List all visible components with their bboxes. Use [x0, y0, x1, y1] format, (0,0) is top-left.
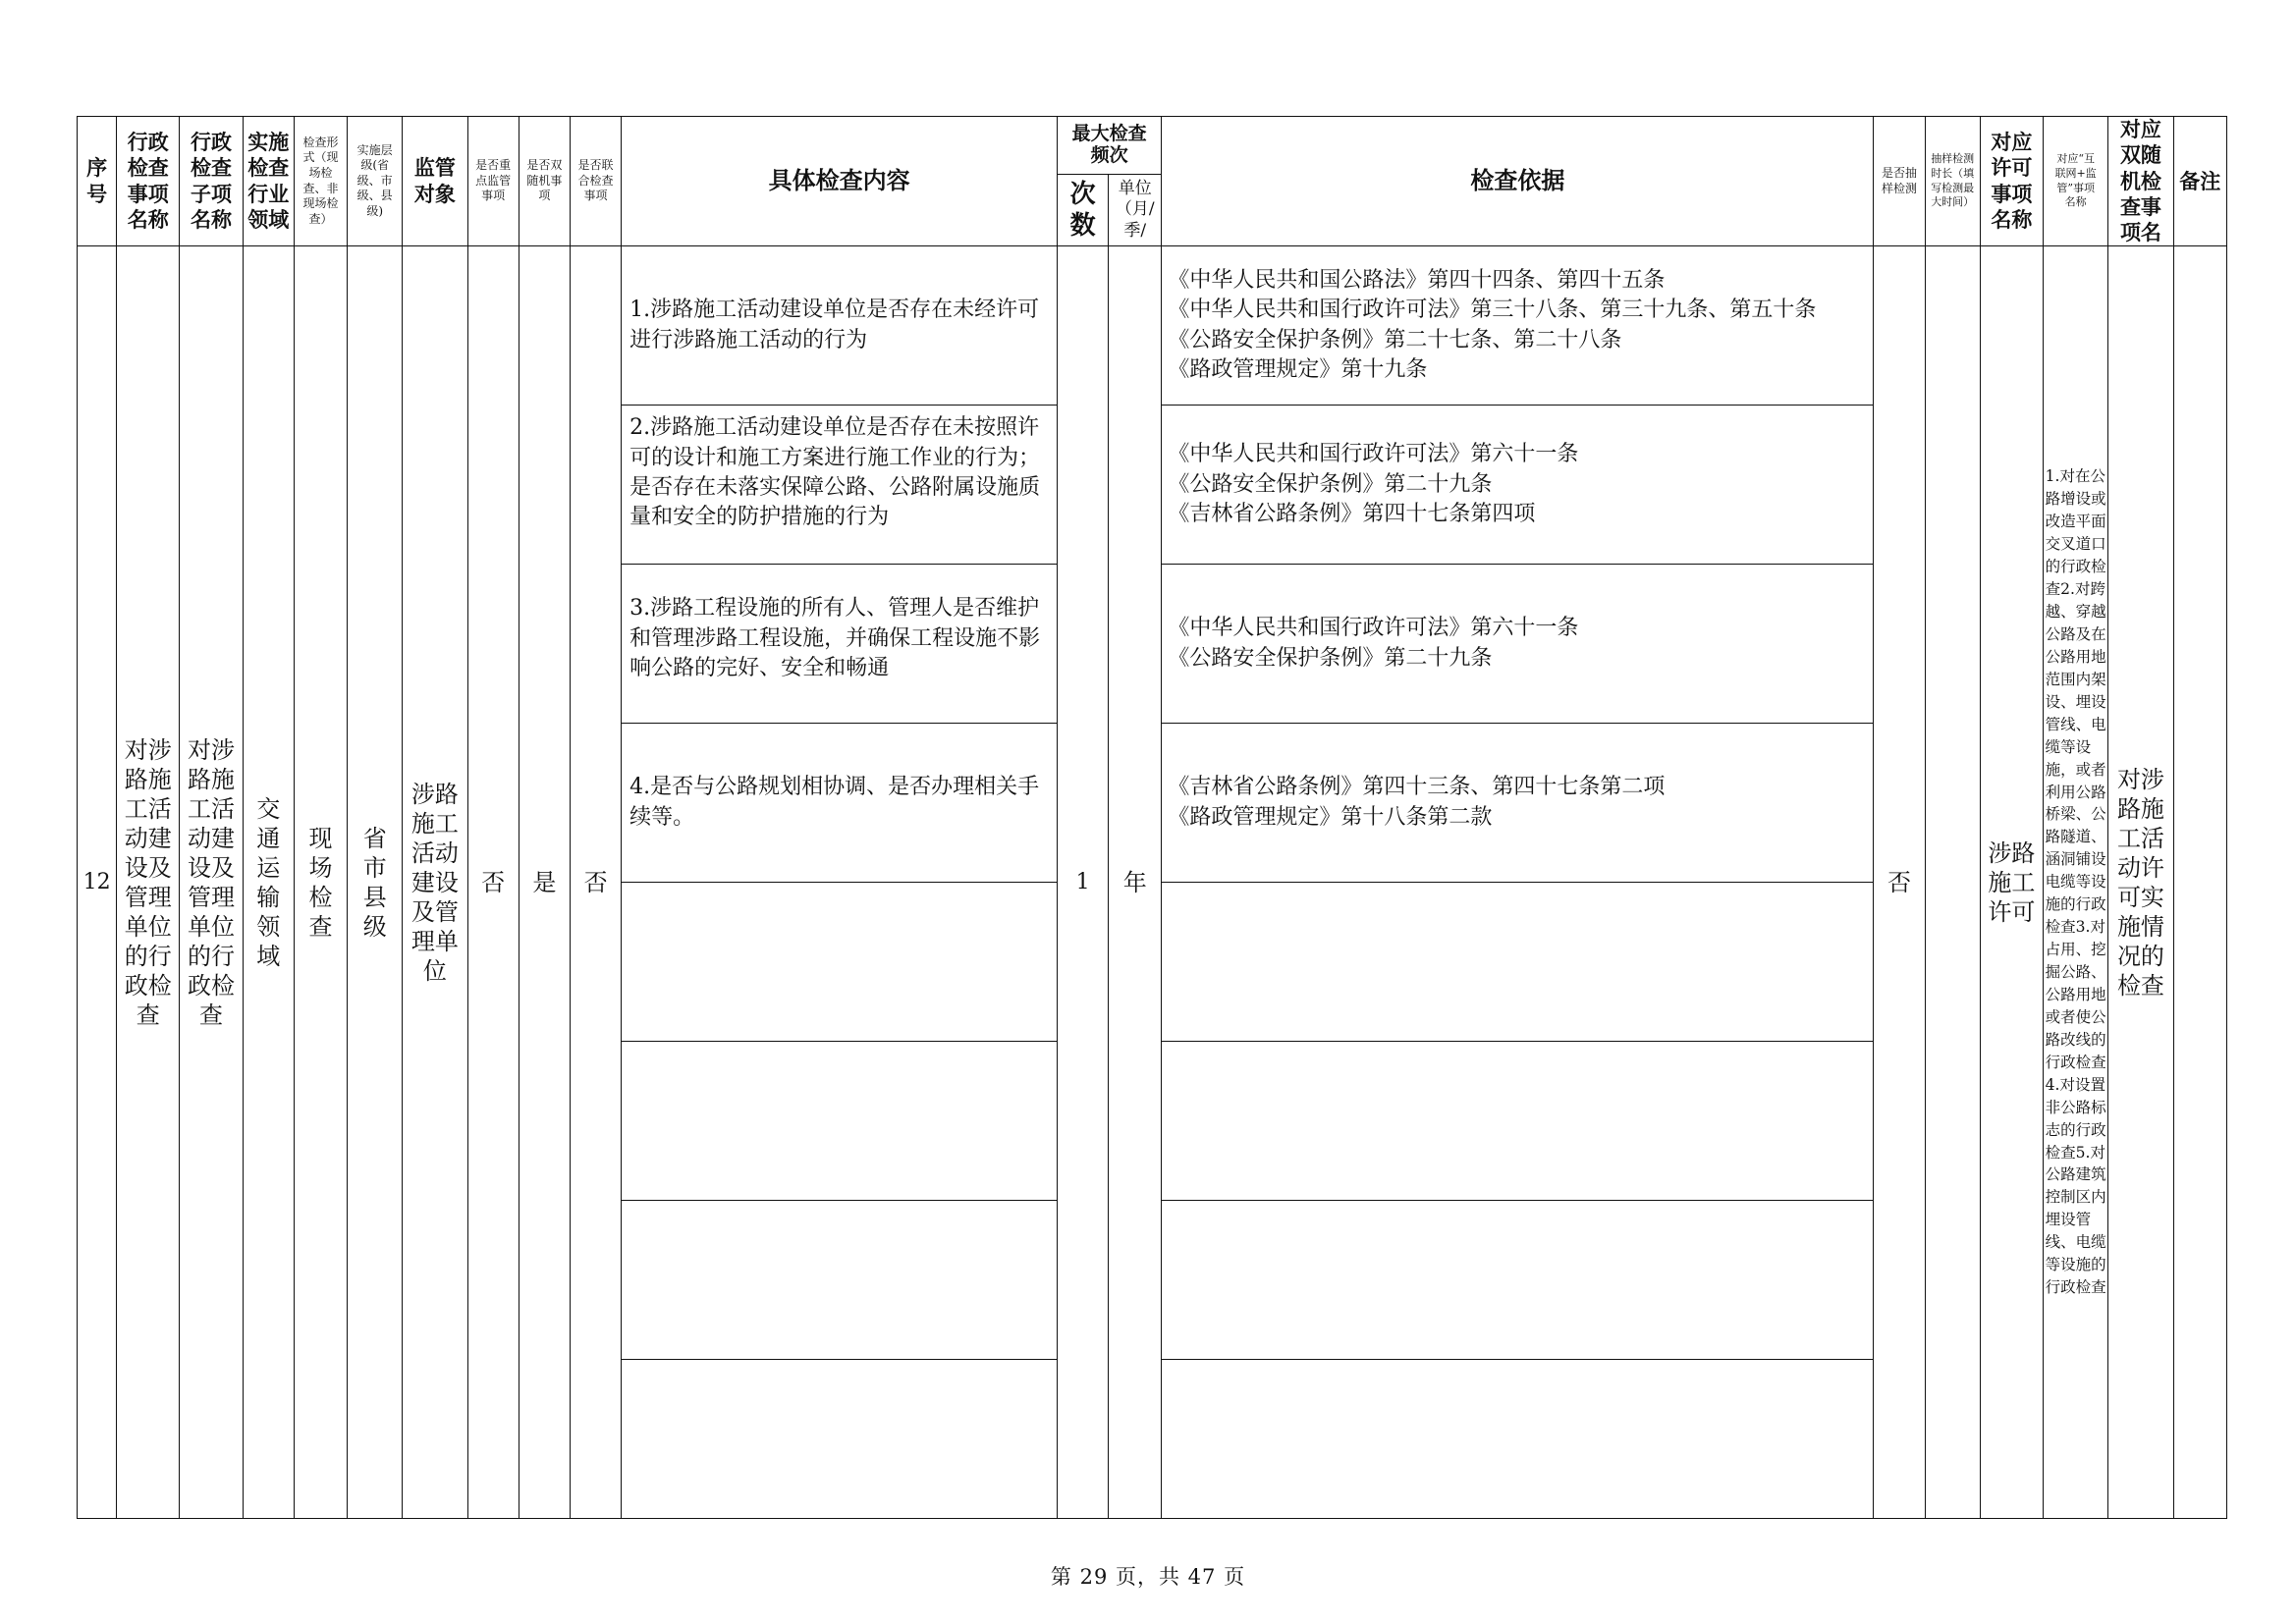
cell-sampling: 否 — [1874, 246, 1925, 1519]
header-sampling: 是否抽样检测 — [1874, 117, 1925, 246]
header-sampling-time: 抽样检测时长（填写检测最大时间） — [1925, 117, 1980, 246]
header-permit: 对应许可事项名称 — [1980, 117, 2043, 246]
check-content-4: 4.是否与公路规划相协调、是否办理相关手续等。 — [622, 724, 1058, 883]
cell-industry: 交通运输领域 — [243, 246, 294, 1519]
cell-is-joint: 否 — [570, 246, 621, 1519]
check-basis-4: 《吉林省公路条例》第四十三条、第四十七条第二项 《路政管理规定》第十八条第二款 — [1162, 724, 1874, 883]
header-basis: 检查依据 — [1162, 117, 1874, 246]
header-target: 监管对象 — [403, 117, 467, 246]
cell-level: 省市县级 — [348, 246, 403, 1519]
check-content-2: 2.涉路施工活动建设单位是否存在未按照许可的设计和施工方案进行施工作业的行为；是否存在未落实保障公路、公路附属设施质量和安全的防护措施的行为 — [622, 406, 1058, 565]
check-basis-5 — [1162, 883, 1874, 1042]
check-content-6 — [622, 1042, 1058, 1201]
header-freq: 最大检查频次 — [1057, 117, 1161, 175]
cell-target: 涉路施工活动建设及管理单位 — [403, 246, 467, 1519]
check-content-3: 3.涉路工程设施的所有人、管理人是否维护和管理涉路工程设施，并确保工程设施不影响公路的完好、安全和畅通 — [622, 565, 1058, 724]
cell-permit: 涉路施工许可 — [1980, 246, 2043, 1519]
header-item-name: 行政检查事项名称 — [117, 117, 180, 246]
header-is-key: 是否重点监管事项 — [467, 117, 519, 246]
check-content-7 — [622, 1201, 1058, 1360]
inspection-table — [77, 116, 2227, 1519]
header-is-random: 是否双随机事项 — [519, 117, 570, 246]
check-basis-7 — [1162, 1201, 1874, 1360]
check-basis-1: 《中华人民共和国公路法》第四十四条、第四十五条 《中华人民共和国行政许可法》第三十八条、第三十九条、第五十条 《公路安全保护条例》第二十七条、第二十八条 《路政管理规定》第十九条 — [1162, 246, 1874, 406]
cell-sampling-time — [1925, 246, 1980, 1519]
cell-sub-item-name: 对涉路施工活动建设及管理单位的行政检查 — [180, 246, 243, 1519]
header-freq-unit: 单位（月/季/ — [1109, 174, 1162, 245]
check-content-1: 1.涉路施工活动建设单位是否存在未经许可进行涉路施工活动的行为 — [622, 246, 1058, 406]
cell-is-random: 是 — [519, 246, 570, 1519]
page-footer: 第 29 页，共 47 页 — [1050, 1565, 1246, 1589]
check-content-5 — [622, 883, 1058, 1042]
cell-remark — [2173, 246, 2226, 1519]
check-basis-2: 《中华人民共和国行政许可法》第六十一条 《公路安全保护条例》第二十九条 《吉林省公路条例》第四十七条第四项 — [1162, 406, 1874, 565]
cell-double-random: 对涉路施工活动许可实施情况的检查 — [2108, 246, 2173, 1519]
cell-freq-count: 1 — [1057, 246, 1108, 1519]
header-content: 具体检查内容 — [622, 117, 1058, 246]
check-content-8 — [622, 1360, 1058, 1519]
header-internet: 对应“互联网+监管”事项名称 — [2044, 117, 2108, 246]
cell-freq-unit: 年 — [1109, 246, 1162, 1519]
header-seq: 序号 — [78, 117, 117, 246]
cell-form: 现场检查 — [294, 246, 347, 1519]
check-basis-8 — [1162, 1360, 1874, 1519]
cell-item-name: 对涉路施工活动建设及管理单位的行政检查 — [117, 246, 180, 1519]
check-basis-3: 《中华人民共和国行政许可法》第六十一条 《公路安全保护条例》第二十九条 — [1162, 565, 1874, 724]
check-basis-6 — [1162, 1042, 1874, 1201]
header-double-random: 对应双随机检查事项名 — [2108, 117, 2173, 246]
cell-is-key: 否 — [467, 246, 519, 1519]
check-row — [78, 246, 2227, 406]
header-freq-count: 次数 — [1057, 174, 1108, 245]
cell-internet: 1.对在公路增设或改造平面交叉道口的行政检查2.对跨越、穿越公路及在公路用地范围内架设、埋设管线、电缆等设施，或者利用公路桥梁、公路隧道、涵洞铺设电缆等设施的行政检查3.对占用、挖掘公路、公路用地或者使公路改线的行政检查4.对设置非公路标志的行政检查5.对公路建筑控制区内埋设管线、电缆等设施的行政检查 — [2044, 246, 2108, 1519]
header-industry: 实施检查行业领域 — [243, 117, 294, 246]
header-level: 实施层级(省级、市级、县级) — [348, 117, 403, 246]
header-form: 检查形式（现场检查、非现场检查） — [294, 117, 347, 246]
header-sub-item-name: 行政检查子项名称 — [180, 117, 243, 246]
cell-seq: 12 — [78, 246, 117, 1519]
header-remark: 备注 — [2173, 117, 2226, 246]
header-is-joint: 是否联合检查事项 — [570, 117, 621, 246]
